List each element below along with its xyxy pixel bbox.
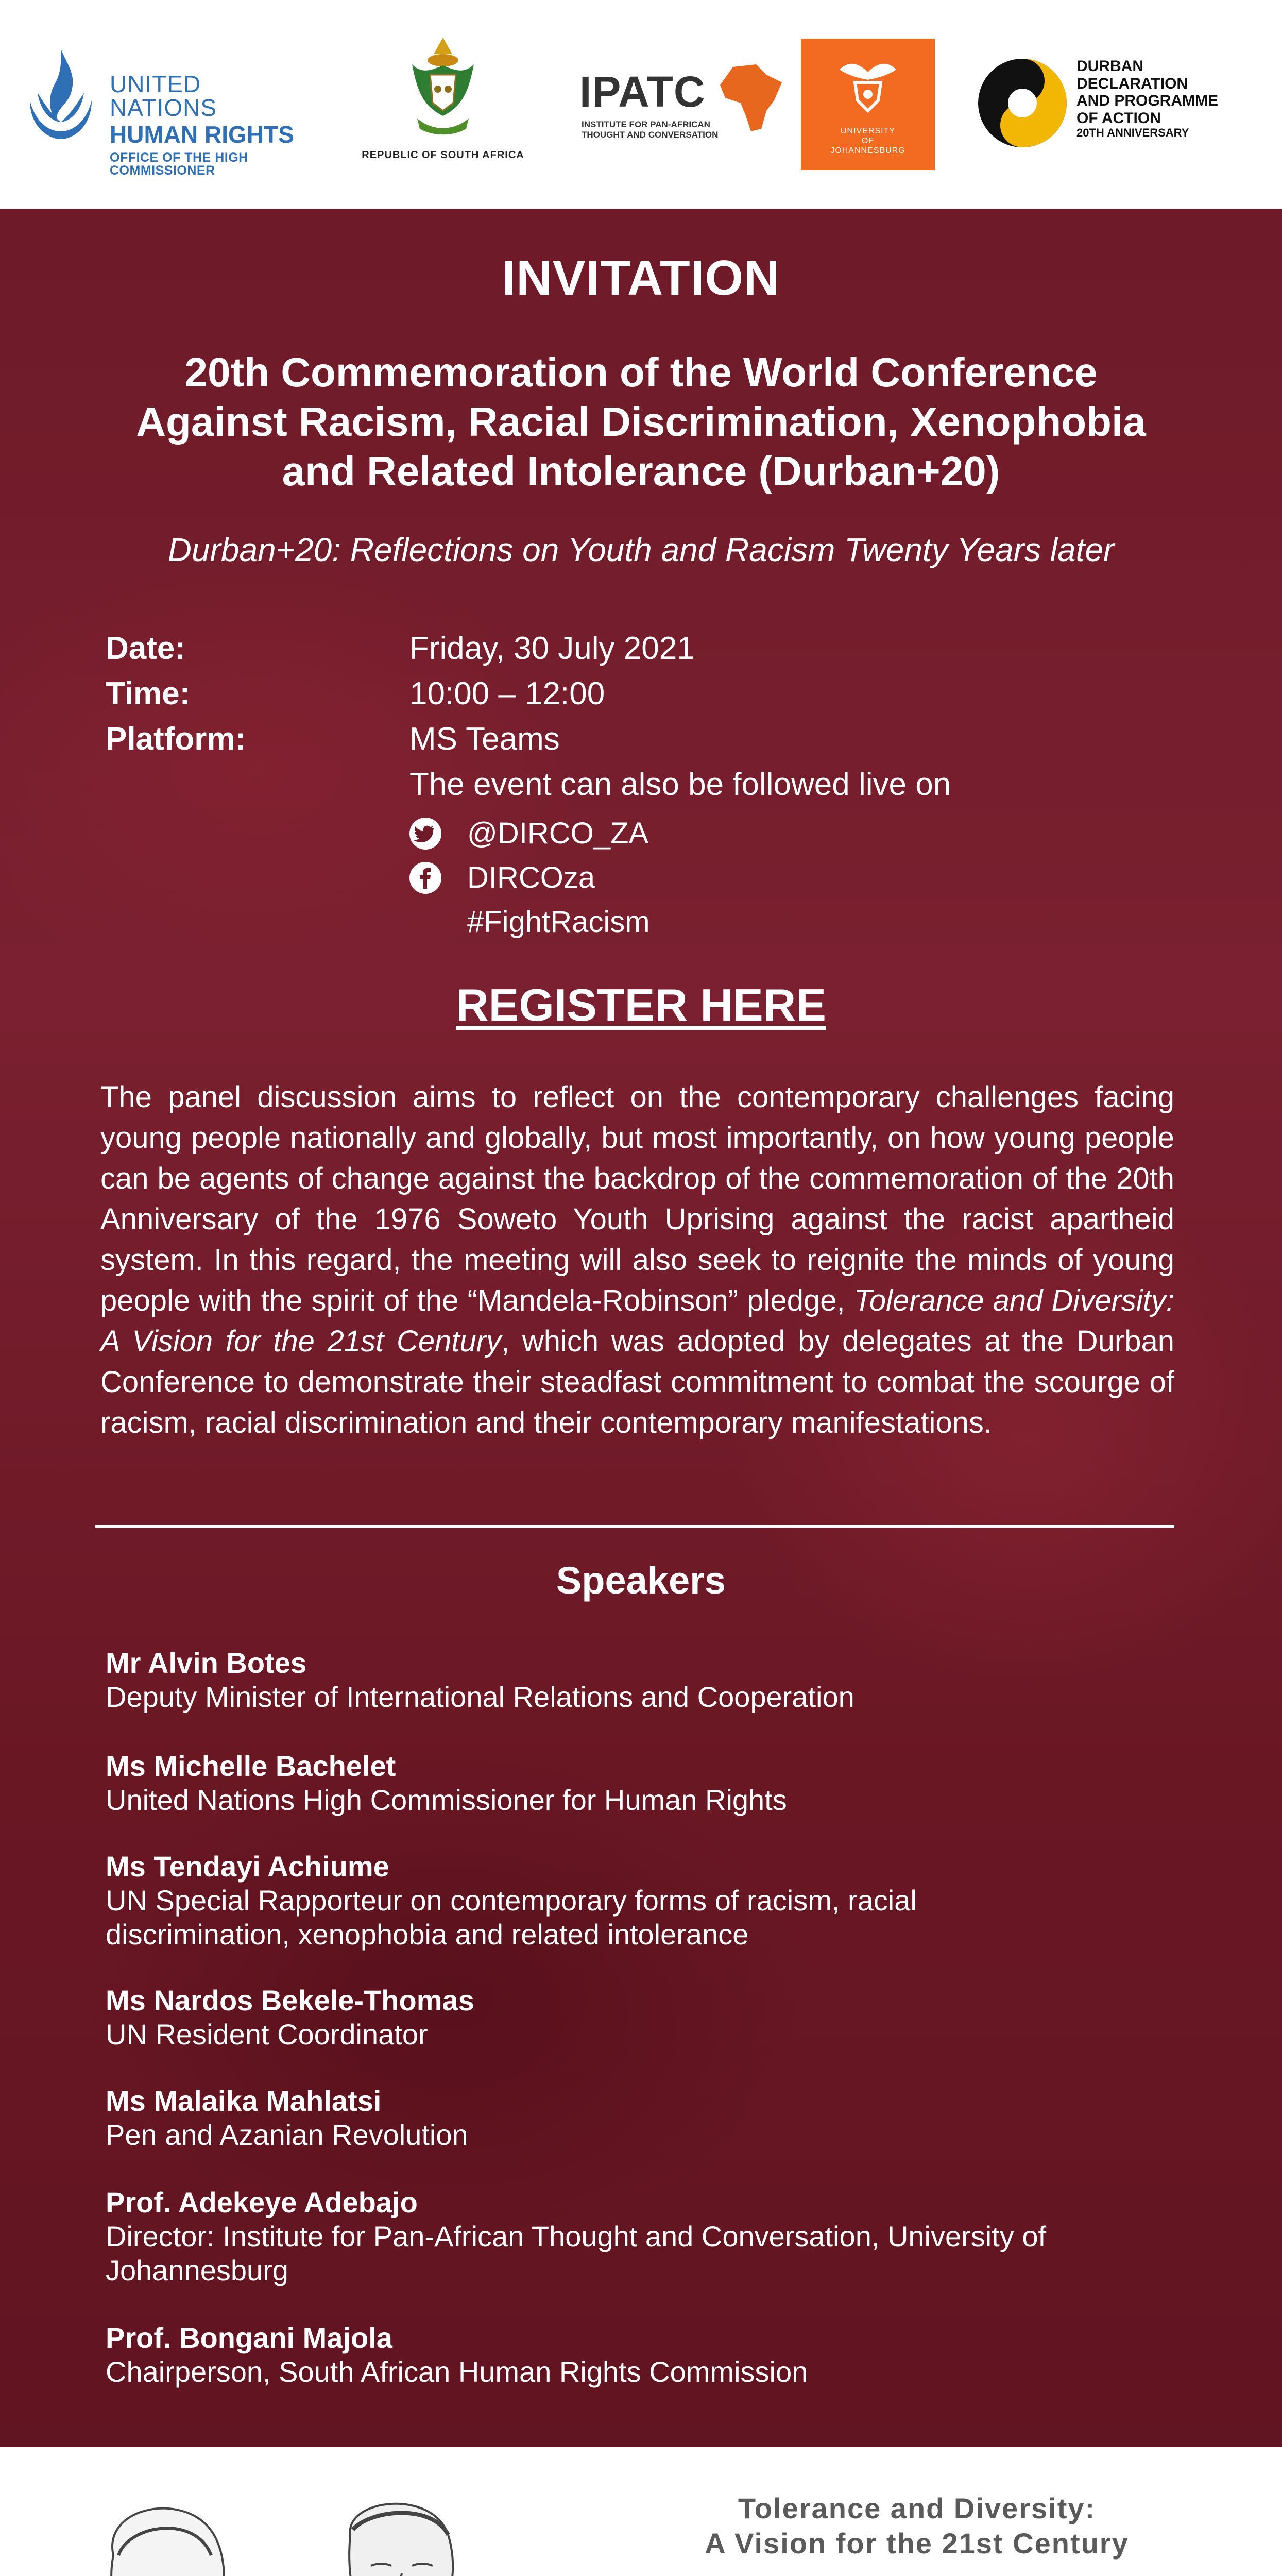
- durban-line3: AND PROGRAMME: [1076, 92, 1218, 110]
- invitation-heading: INVITATION: [502, 250, 780, 306]
- portrait-sketches-image: [41, 2478, 572, 2576]
- speaker-item: [106, 2185, 1187, 2287]
- speaker-role-cont: Johannesburg: [106, 2254, 288, 2286]
- speaker-role: United Nations High Commissioner for Human Rights: [106, 1784, 787, 1816]
- intro-text-part2: , which was adopted by delegates at the Durban Conference to demonstrate their steadfast commitment to combat the scourge of racism, racial discrimination and their contemporary manifestations.: [100, 1325, 1174, 1439]
- uj-crest-icon: [834, 54, 901, 116]
- speaker-role: Chairperson, South African Human Rights Commission: [106, 2355, 808, 2388]
- speaker-name: Ms Malaika Mahlatsi: [106, 2084, 382, 2117]
- speaker-name: Ms Nardos Bekele-Thomas: [106, 1984, 474, 2016]
- rsa-coat-of-arms-logo: [350, 33, 536, 167]
- ipatc-logo-name: IPATC: [579, 67, 706, 116]
- durban-logo-text: [1076, 58, 1218, 140]
- uj-logo-text: [801, 126, 935, 156]
- event-subtitle: Durban+20: Reflections on Youth and Racism Twenty Years later: [167, 531, 1115, 568]
- intro-text-italic: Tolerance and Diversity: A Vision for the 21st Century: [100, 1284, 1175, 1358]
- ipatc-logo-subtitle: [582, 120, 718, 140]
- speaker-item: [106, 1850, 1187, 1952]
- rsa-logo-caption: REPUBLIC OF SOUTH AFRICA: [362, 149, 524, 161]
- speaker-name: Mr Alvin Botes: [106, 1647, 306, 1679]
- event-title-line2: Against Racism, Racial Discrimination, Xenophobia: [136, 399, 1146, 445]
- tolerance-title-line1: Tolerance and Diversity:: [738, 2492, 1096, 2524]
- uj-logo-line1: UNIVERSITY: [840, 127, 895, 135]
- speaker-role: Director: Institute for Pan-African Thought and Conversation, University of: [106, 2220, 1047, 2252]
- platform-value: MS Teams: [409, 721, 560, 757]
- facebook-icon: [409, 862, 441, 894]
- speaker-role-cont: discrimination, xenophobia and related intolerance: [106, 1918, 749, 1951]
- speaker-role: Deputy Minister of International Relations and Cooperation: [106, 1681, 854, 1713]
- time-label: Time:: [106, 676, 191, 711]
- durban-line1: DURBAN: [1076, 58, 1143, 75]
- speaker-role: Pen and Azanian Revolution: [106, 2119, 468, 2151]
- event-title: [67, 348, 1215, 496]
- speaker-item: [106, 1984, 1187, 2052]
- un-logo-line1: UNITED NATIONS: [110, 71, 217, 121]
- durban-line2: DECLARATION: [1076, 75, 1188, 92]
- tolerance-title-line2: A Vision for the 21st Century: [705, 2527, 1129, 2560]
- date-label: Date:: [106, 631, 186, 666]
- speaker-role: UN Special Rapporteur on contemporary forms of racism, racial: [106, 1884, 917, 1917]
- speaker-name: Ms Michelle Bachelet: [106, 1750, 396, 1782]
- university-of-johannesburg-logo: [801, 39, 935, 170]
- uj-logo-line3: JOHANNESBURG: [830, 146, 905, 156]
- speaker-name: Prof. Bongani Majola: [106, 2321, 392, 2354]
- ipatc-sub-line1: INSTITUTE FOR PAN-AFRICAN: [582, 120, 710, 129]
- africa-map-icon: [717, 62, 784, 134]
- time-value: 10:00 – 12:00: [409, 676, 605, 711]
- speaker-name: Prof. Adekeye Adebajo: [106, 2186, 418, 2218]
- un-logo-text: [110, 72, 308, 177]
- speakers-heading: Speakers: [556, 1559, 726, 1602]
- speaker-role: UN Resident Coordinator: [106, 2018, 428, 2050]
- event-title-line3: and Related Intolerance (Durban+20): [282, 448, 1000, 494]
- un-logo-line2: HUMAN RIGHTS: [110, 121, 294, 148]
- register-here-link[interactable]: REGISTER HERE: [456, 979, 826, 1030]
- ipatc-sub-line2: THOUGHT AND CONVERSATION: [582, 129, 719, 140]
- durban-line4: OF ACTION: [1076, 109, 1161, 127]
- mary-robinson-sketch: [72, 2509, 247, 2576]
- durban-circle-icon: [976, 57, 1069, 149]
- speaker-item: [106, 2321, 1187, 2389]
- intro-paragraph: [100, 1077, 1174, 1443]
- platform-label: Platform:: [106, 721, 246, 757]
- uj-logo-line2: OF: [861, 137, 875, 146]
- speaker-item: [106, 2084, 1187, 2152]
- section-divider: [95, 1525, 1174, 1528]
- hashtag-text: #FightRacism: [467, 905, 650, 939]
- durban-line5: 20TH ANNIVERSARY: [1076, 126, 1189, 140]
- speaker-item: [106, 1646, 1187, 1714]
- coat-of-arms-icon: [402, 33, 484, 144]
- facebook-handle[interactable]: DIRCOza: [467, 861, 595, 894]
- intro-text-part1: The panel discussion aims to reflect on the contemporary challenges facing young people nationally and globally, but most importantly, on how young people can be agents of change against the backdrop of the commemoration of the 20th Anniversary of the 1976 Soweto Youth Uprising against the racist apartheid system. In this regard, the meeting will also seek to reignite the minds of young people with the spirit of the “Mandela-Robinson” pledge,: [100, 1080, 1174, 1317]
- un-flame-icon: [20, 44, 102, 147]
- tolerance-title: [572, 2491, 1262, 2561]
- speaker-item: [106, 1749, 1187, 1817]
- date-value: Friday, 30 July 2021: [409, 631, 695, 666]
- twitter-handle[interactable]: @DIRCO_ZA: [467, 817, 649, 850]
- nelson-mandela-sketch: [309, 2504, 505, 2576]
- event-title-line1: 20th Commemoration of the World Conference: [184, 349, 1098, 395]
- un-logo-line3: OFFICE OF THE HIGH COMMISSIONER: [110, 150, 248, 178]
- speaker-name: Ms Tendayi Achiume: [106, 1850, 389, 1883]
- followed-text: The event can also be followed live on: [409, 767, 951, 802]
- ipatc-logo: [579, 57, 785, 149]
- invitation-panel: [0, 209, 1282, 2447]
- twitter-icon: [409, 818, 441, 850]
- durban-declaration-logo: [976, 52, 1264, 155]
- logo-bar: [0, 0, 1282, 209]
- un-human-rights-logo: [20, 41, 308, 178]
- quote-panel: [0, 2447, 1282, 2576]
